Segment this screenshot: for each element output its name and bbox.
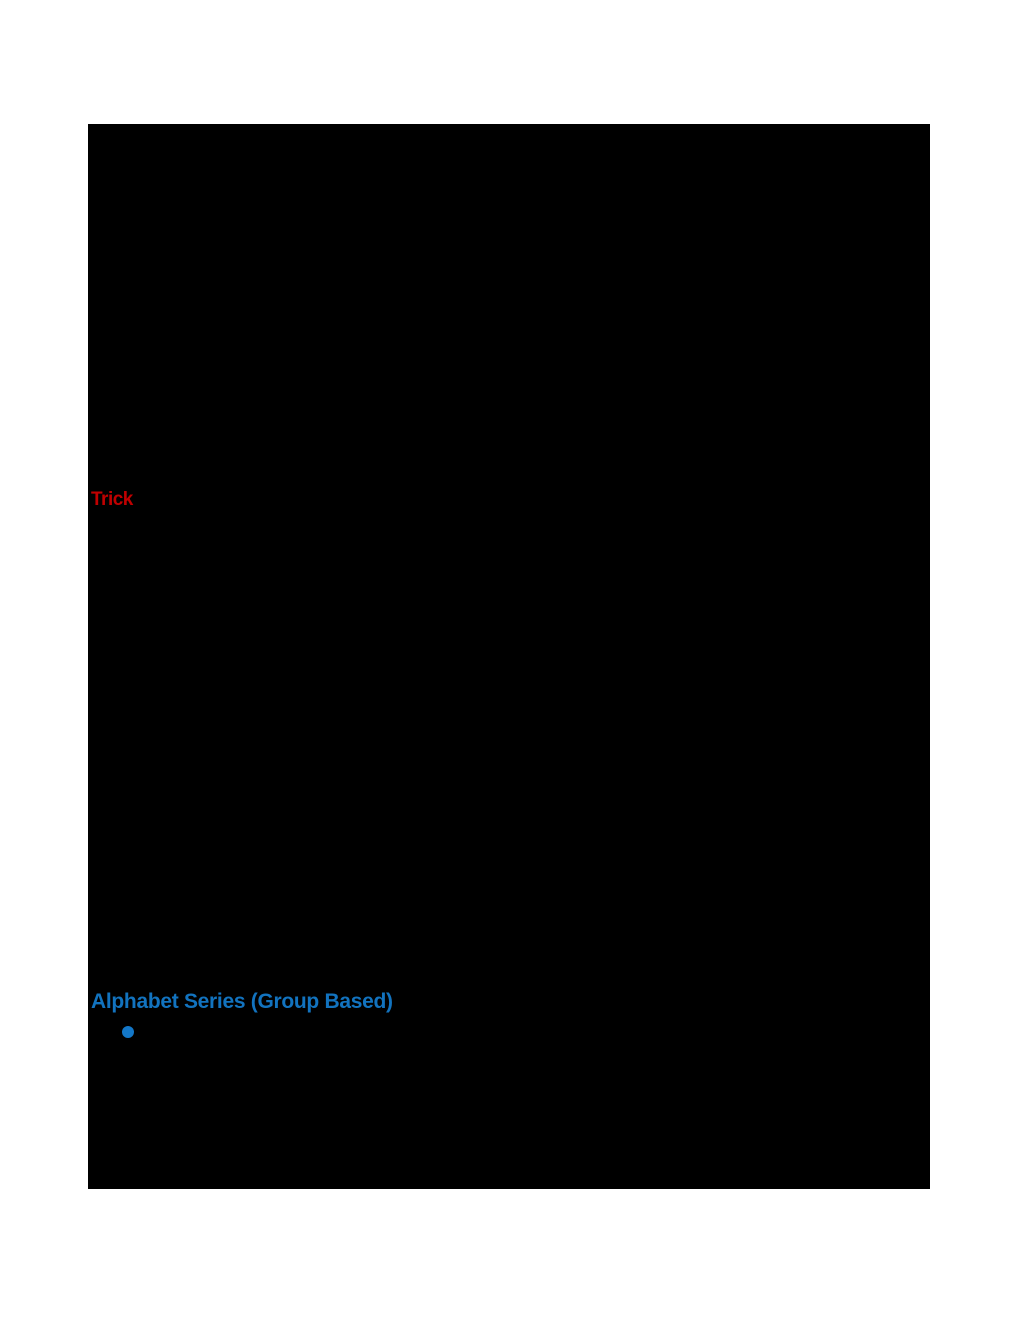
content-block [88,124,930,1189]
section-heading: Alphabet Series (Group Based) [91,990,393,1013]
trick-label: Trick [91,489,133,510]
bullet-dot-icon [122,1026,134,1038]
bullet-list-item [122,1026,134,1038]
